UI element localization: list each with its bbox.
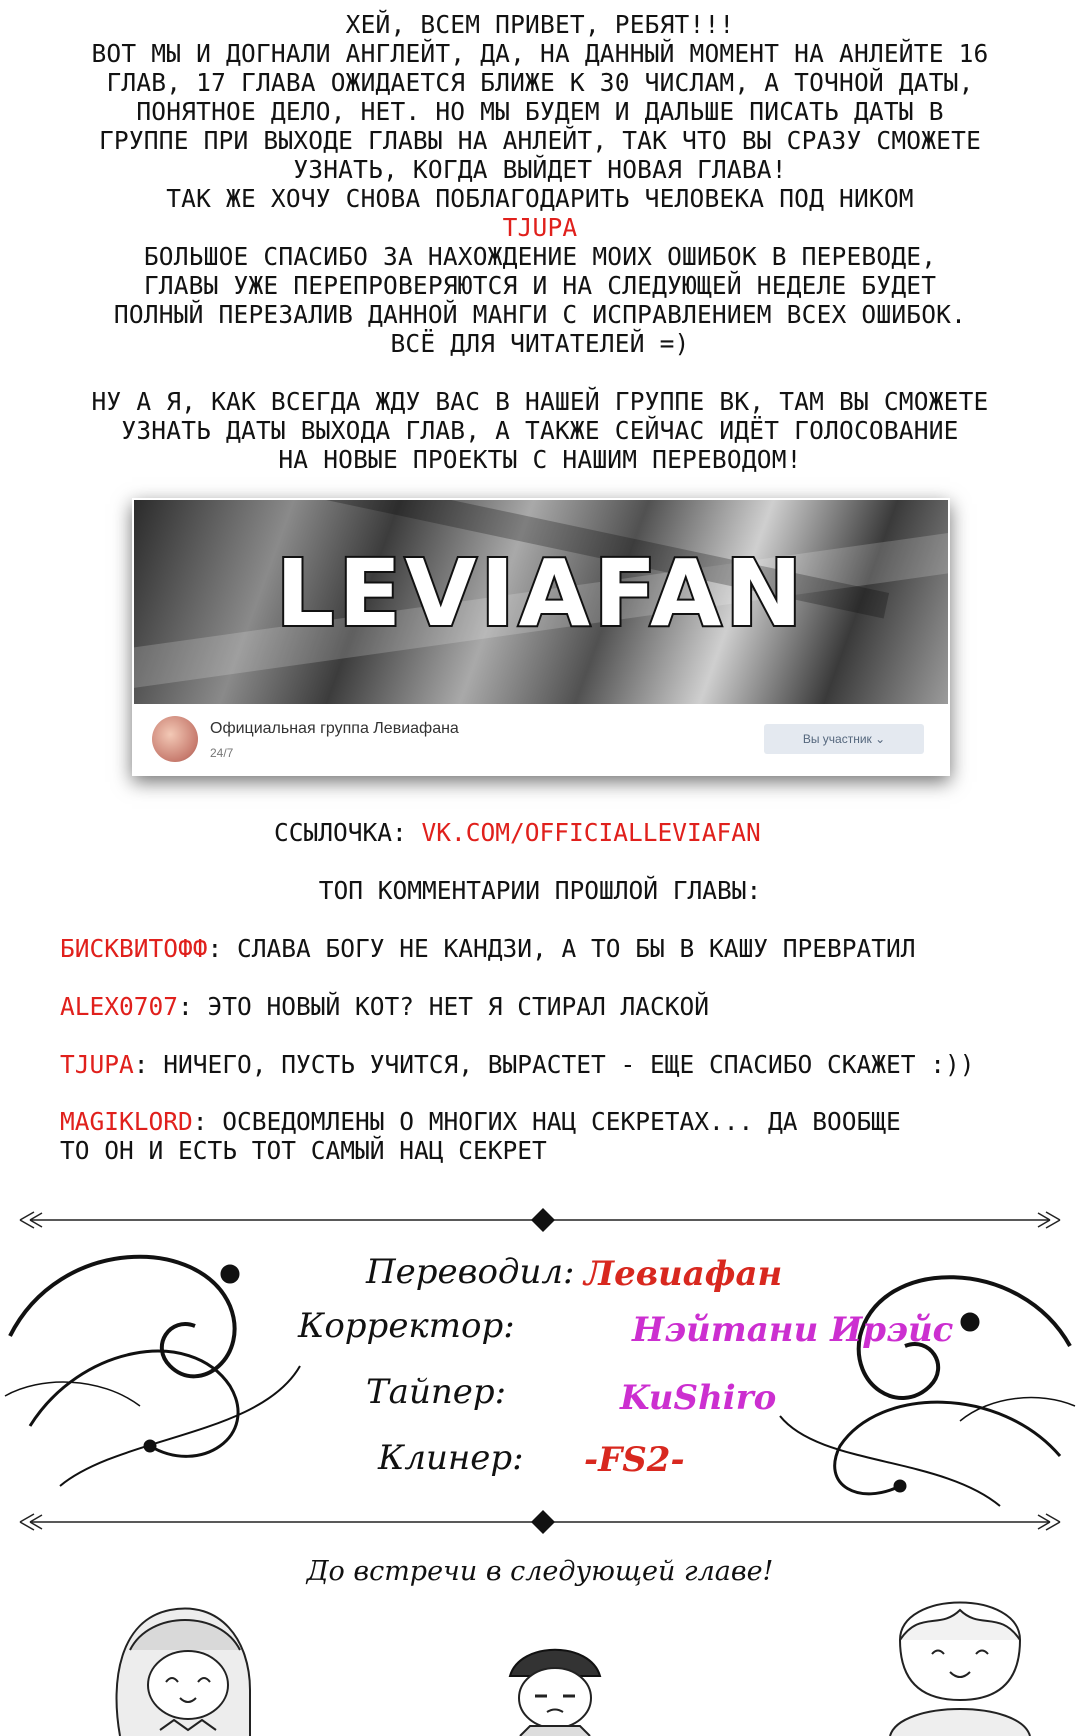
comments-heading: ТОП КОММЕНТАРИИ ПРОШЛОЙ ГЛАВЫ:: [318, 876, 762, 905]
intro-line: УЗНАТЬ, КОГДА ВЫЙДЕТ НОВАЯ ГЛАВА!: [293, 155, 787, 184]
comment-text: : СЛАВА БОГУ НЕ КАНДЗИ, А ТО БЫ В КАШУ ПРЕВРАТИЛ: [207, 934, 916, 963]
link-label: ССЫЛОЧКА:: [274, 818, 407, 847]
blond-chibi-illustration: [870, 1570, 1050, 1736]
comment-user: MAGIKLORD: [60, 1107, 193, 1136]
cleaner-name: -FS2-: [584, 1440, 685, 1480]
intro-line: ПОЛНЫЙ ПЕРЕЗАЛИВ ДАННОЙ МАНГИ С ИСПРАВЛЕНИЕМ ВСЕХ ОШИБОК.: [113, 300, 967, 329]
intro-line: ВОТ МЫ И ДОГНАЛИ АНГЛЕЙТ, ДА, НА ДАННЫЙ МОМЕНТ НА АНЛЕЙТЕ 16: [91, 39, 989, 68]
intro-line: БОЛЬШОЕ СПАСИБО ЗА НАХОЖДЕНИЕ МОИХ ОШИБОК В ПЕРЕВОДЕ,: [143, 242, 937, 271]
group-subtitle: 24/7: [210, 746, 234, 760]
intro-message: [40, 10, 1040, 474]
intro-line: ВСЁ ДЛЯ ЧИТАТЕЛЕЙ =): [390, 329, 690, 358]
member-button[interactable]: Вы участник ⌄: [764, 724, 924, 754]
comment-text-continued: ТО ОН И ЕСТЬ ТОТ САМЫЙ НАЦ СЕКРЕТ: [60, 1136, 547, 1165]
intro-line: УЗНАТЬ ДАТЫ ВЫХОДА ГЛАВ, А ТАКЖЕ СЕЙЧАС ИДЁТ ГОЛОСОВАНИЕ: [121, 416, 959, 445]
link-line: [274, 818, 761, 847]
group-link[interactable]: VK.COM/OFFICIALLEVIAFAN: [421, 818, 761, 847]
comment-item: [60, 1107, 901, 1136]
translator-label: Переводил:: [366, 1252, 575, 1292]
comment-text: : НИЧЕГО, ПУСТЬ УЧИТСЯ, ВЫРАСТЕТ - ЕЩЕ СПАСИБО СКАЖЕТ :)): [133, 1050, 975, 1079]
intro-line: НУ А Я, КАК ВСЕГДА ЖДУ ВАС В НАШЕЙ ГРУППЕ ВК, ТАМ ВЫ СМОЖЕТЕ: [91, 387, 989, 416]
thanked-nickname: TJUPA: [502, 213, 578, 242]
ornament-frame: [0, 1196, 1080, 1536]
banner-title: LEVIAFAN: [275, 540, 807, 647]
comment-text: : ОСВЕДОМЛЕНЫ О МНОГИХ НАЦ СЕКРЕТАХ... ДА ВООБЩЕ: [192, 1107, 901, 1136]
intro-line: ГРУППЕ ПРИ ВЫХОДЕ ГЛАВЫ НА АНЛЕЙТ, ТАК ЧТО ВЫ СРАЗУ СМОЖЕТЕ: [98, 126, 982, 155]
typer-label: Тайпер:: [366, 1372, 507, 1412]
girl-chibi-illustration: [100, 1590, 280, 1736]
intro-line: ПОНЯТНОЕ ДЕЛО, НЕТ. НО МЫ БУДЕМ И ДАЛЬШЕ ПИСАТЬ ДАТЫ В: [136, 97, 944, 126]
farewell-text: До встречи в следующей главе!: [306, 1556, 774, 1587]
comment-user: TJUPA: [60, 1050, 134, 1079]
banner-artwork: [134, 500, 948, 704]
group-info-bar: [134, 704, 948, 774]
group-avatar[interactable]: [152, 716, 198, 762]
intro-line: ТАК ЖЕ ХОЧУ СНОВА ПОБЛАГОДАРИТЬ ЧЕЛОВЕКА ПОД НИКОМ: [166, 184, 914, 213]
comment-item: [60, 992, 709, 1021]
boy-chibi-illustration: [500, 1636, 610, 1736]
comment-text: : ЭТО НОВЫЙ КОТ? НЕТ Я СТИРАЛ ЛАСКОЙ: [178, 992, 710, 1021]
intro-line: НА НОВЫЕ ПРОЕКТЫ С НАШИМ ПЕРЕВОДОМ!: [278, 445, 802, 474]
left-swirl-ornament: [5, 1257, 300, 1486]
comment-user: ALEX0707: [60, 992, 179, 1021]
vk-group-banner[interactable]: [132, 498, 950, 776]
intro-line: ХЕЙ, ВСЕМ ПРИВЕТ, РЕБЯТ!!!: [345, 10, 735, 39]
translator-name: Левиафан: [584, 1254, 783, 1294]
typer-name: KuShiro: [620, 1378, 777, 1418]
proofreader-name: Нэйтани Ирэйс: [632, 1310, 954, 1350]
intro-line: ГЛАВ, 17 ГЛАВА ОЖИДАЕТСЯ БЛИЖЕ К 30 ЧИСЛАМ, А ТОЧНОЙ ДАТЫ,: [106, 68, 974, 97]
cleaner-label: Клинер:: [378, 1438, 524, 1478]
group-name[interactable]: Официальная группа Левиафана: [210, 720, 459, 737]
proofreader-label: Корректор:: [298, 1306, 515, 1346]
comment-user: БИСКВИТОФФ: [60, 934, 208, 963]
intro-line: ГЛАВЫ УЖЕ ПЕРЕПРОВЕРЯЮТСЯ И НА СЛЕДУЮЩЕЙ НЕДЕЛЕ БУДЕТ: [143, 271, 937, 300]
comment-item: [60, 1050, 975, 1079]
comment-item: [60, 934, 916, 963]
